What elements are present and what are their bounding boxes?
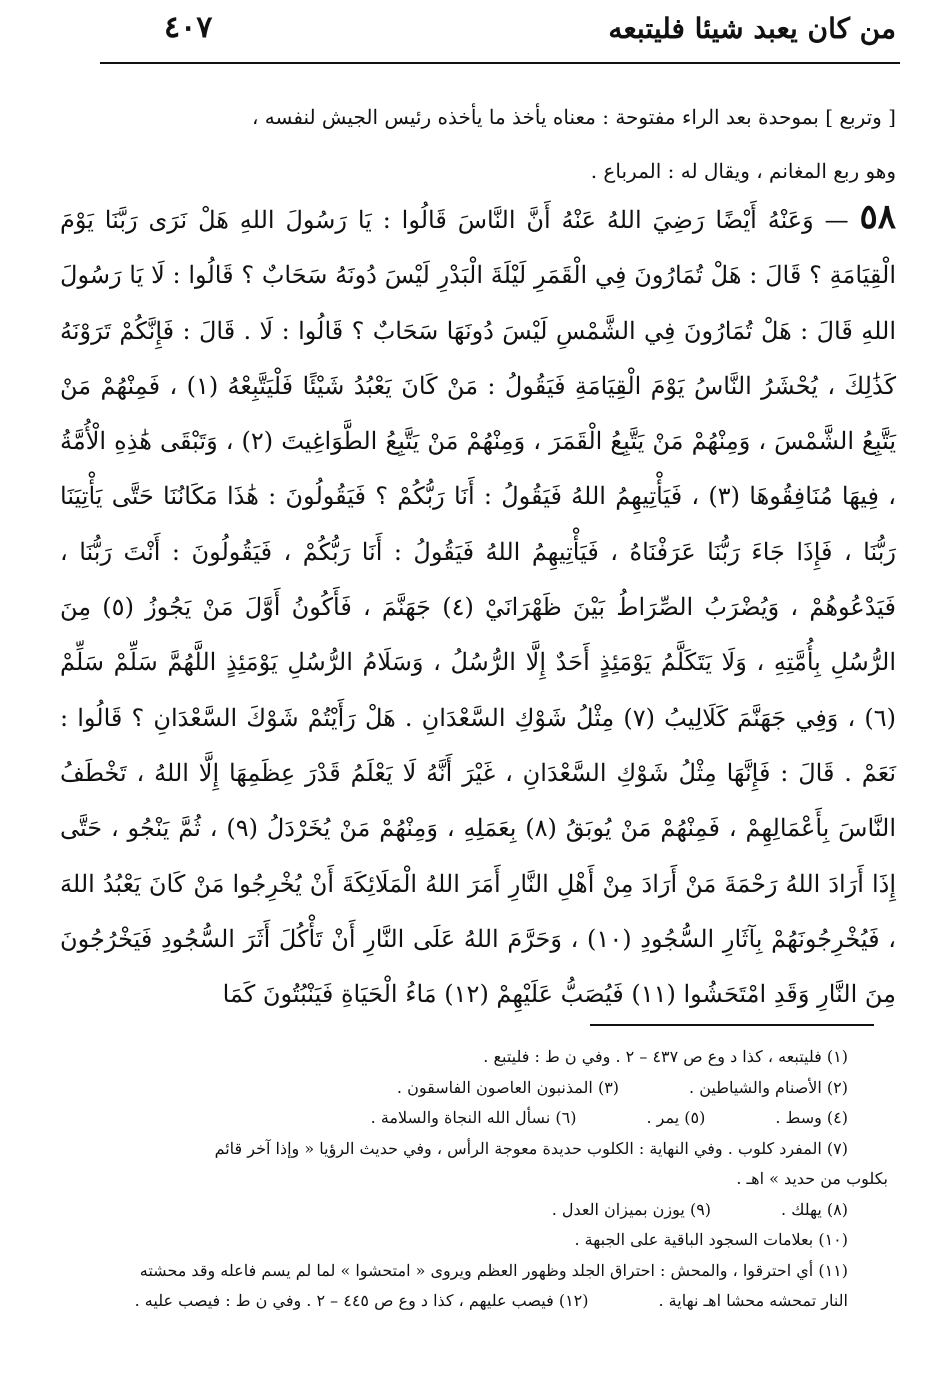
footnote-11-continued: النار تمحشه محشا اهـ نهاية . — [658, 1291, 848, 1310]
footnote-11: (١١) أي احترقوا ، والمحش : احتراق الجلد وظهور العظم ويروى « امتحشوا » لما لم يسم فاعله وقد محشته — [139, 1260, 848, 1280]
footnote-row-4-6 — [60, 1103, 848, 1134]
page-title: من كان يعبد شيئا فليتبعه — [608, 12, 896, 45]
footnote-row-11-12 — [60, 1286, 848, 1317]
intro-paragraph — [70, 90, 896, 198]
page-header — [140, 6, 896, 58]
footnote-1: (١) فليتبعه ، كذا د وع ص ٤٣٧ – ٢ . وفي ن ط : فليتبع . — [483, 1047, 848, 1066]
footnote-row-8-9 — [60, 1195, 848, 1226]
hadith-number: ٥٨ — [859, 197, 896, 237]
footnote-6: (٦) نسأل الله النجاة والسلامة . — [370, 1108, 577, 1127]
hadith-text: — وَعَنْهُ أَيْضًا رَضِيَ اللهُ عَنْهُ أَنَّ النَّاسَ قَالُوا : يَا رَسُولَ اللهِ هَلْ نَرَى رَبَّنَا يَوْمَ الْقِيَامَةِ ؟ قَالَ : هَلْ تُمَارُونَ فِي الْقَمَرِ لَيْلَةَ الْبَدْرِ لَيْسَ دُونَهُ سَحَابٌ ؟ قَالُوا : لَا يَا رَسُولَ اللهِ قَالَ : هَلْ تُمَارُونَ فِي الشَّمْسِ لَيْسَ دُونَهَا سَحَابٌ ؟ قَالُوا : لَا . قَالَ : فَإِنَّكُمْ تَرَوْنَهُ كَذَٰلِكَ ، يُحْشَرُ النَّاسُ يَوْمَ الْقِيَامَةِ فَيَقُولُ : مَنْ كَانَ يَعْبُدُ شَيْئًا فَلْيَتَّبِعْهُ (١) ، فَمِنْهُمْ مَنْ يَتَّبِعُ الشَّمْسَ ، وَمِنْهُمْ مَنْ يَتَّبِعُ الْقَمَرَ ، وَمِنْهُمْ مَنْ يَتَّبِعُ الطَّوَاغِيتَ (٢) ، وَتَبْقَى هَٰذِهِ الْأُمَّةُ ، فِيهَا مُنَافِقُوهَا (٣) ، فَيَأْتِيهِمُ اللهُ فَيَقُولُ : أَنَا رَبُّكُمْ ؟ فَيَقُولُونَ : هَٰذَا مَكَانُنَا حَتَّى يَأْتِيَنَا رَبُّنَا ، فَإِذَا جَاءَ رَبُّنَا عَرَفْنَاهُ ، فَيَأْتِيهِمُ اللهُ فَيَقُولُ : أَنَا رَبُّكُمْ ، فَيَقُولُونَ : أَنْتَ رَبُّنَا ، فَيَدْعُوهُمْ ، وَيُضْرَبُ الصِّرَاطُ بَيْنَ ظَهْرَانَيْ (٤) جَهَنَّمَ ، فَأَكُونُ أَوَّلَ مَنْ يَجُوزُ (٥) مِنَ الرُّسُلِ بِأُمَّتِهِ ، وَلَا يَتَكَلَّمُ يَوْمَئِذٍ أَحَدٌ إِلَّا الرُّسُلُ ، وَسَلَامُ الرُّسُلِ يَوْمَئِذٍ اللَّهُمَّ سَلِّمْ سَلِّمْ (٦) ، وَفِي جَهَنَّمَ كَلَالِيبُ (٧) مِثْلُ شَوْكِ السَّعْدَانِ . هَلْ رَأَيْتُمْ شَوْكَ السَّعْدَانِ ؟ قَالُوا : نَعَمْ . قَالَ : فَإِنَّهَا مِثْلُ شَوْكِ السَّعْدَانِ ، غَيْرَ أَنَّهُ لَا يَعْلَمُ قَدْرَ عِظَمِهَا إِلَّا اللهُ ، تَخْطَفُ النَّاسَ بِأَعْمَالِهِمْ ، فَمِنْهُمْ مَنْ يُوبَقُ (٨) بِعَمَلِهِ ، وَمِنْهُمْ مَنْ يُخَرْدَلُ (٩) ، ثُمَّ يَنْجُو ، حَتَّى إِذَا أَرَادَ اللهُ رَحْمَةَ مَنْ أَرَادَ مِنْ أَهْلِ النَّارِ أَمَرَ اللهُ الْمَلَائِكَةَ أَنْ يُخْرِجُوا مَنْ كَانَ يَعْبُدُ اللهَ ، فَيُخْرِجُونَهُمْ بِآثَارِ السُّجُودِ (١٠) ، وَحَرَّمَ اللهُ عَلَى النَّارِ أَنْ تَأْكُلَ أَثَرَ السُّجُودِ فَيَخْرُجُونَ مِنَ النَّارِ وَقَدِ امْتَحَشُوا (١١) فَيُصَبُّ عَلَيْهِمْ (١٢) مَاءُ الْحَيَاةِ فَيَنْبُتُونَ كَمَا — [60, 206, 897, 1009]
footnote-12: (١٢) فيصب عليهم ، كذا د وع ص ٤٤٥ – ٢ . وفي ن ط : فيصب عليه . — [134, 1291, 589, 1310]
footnote-10: (١٠) بعلامات السجود الباقية على الجبهة . — [574, 1230, 848, 1249]
footnote-9: (٩) يوزن بميزان العدل . — [551, 1199, 712, 1219]
intro-line-2: وهو ربع المغانم ، ويقال له : المرباع . — [590, 159, 896, 183]
footnotes — [60, 1042, 888, 1317]
footnote-row-2-3 — [60, 1073, 848, 1104]
page-number: ٤٠٧ — [164, 10, 213, 45]
footnote-3: (٣) المذنبون العاصون الفاسقون . — [396, 1077, 620, 1097]
footnote-divider — [590, 1024, 874, 1026]
footnote-7-continued: بكلوب من حديد » اهـ . — [736, 1169, 888, 1188]
hadith-body — [60, 190, 896, 1022]
footnote-8: (٨) يهلك . — [781, 1199, 848, 1219]
intro-line-1: [ وتربع ] بموحدة بعد الراء مفتوحة : معناه يأخذ ما يأخذه رئيس الجيش لنفسه ، — [251, 105, 896, 129]
footnote-2: (٢) الأصنام والشياطين . — [689, 1077, 848, 1097]
footnote-7: (٧) المفرد كلوب . وفي النهاية : الكلوب حديدة معوجة الرأس ، وفي حديث الرؤيا « وإذا آخر قائم — [214, 1138, 848, 1158]
footnote-5: (٥) يمر . — [646, 1108, 706, 1127]
header-divider — [100, 62, 900, 64]
hadith-paragraph — [60, 190, 896, 1022]
footnote-4: (٤) وسط . — [775, 1108, 848, 1127]
